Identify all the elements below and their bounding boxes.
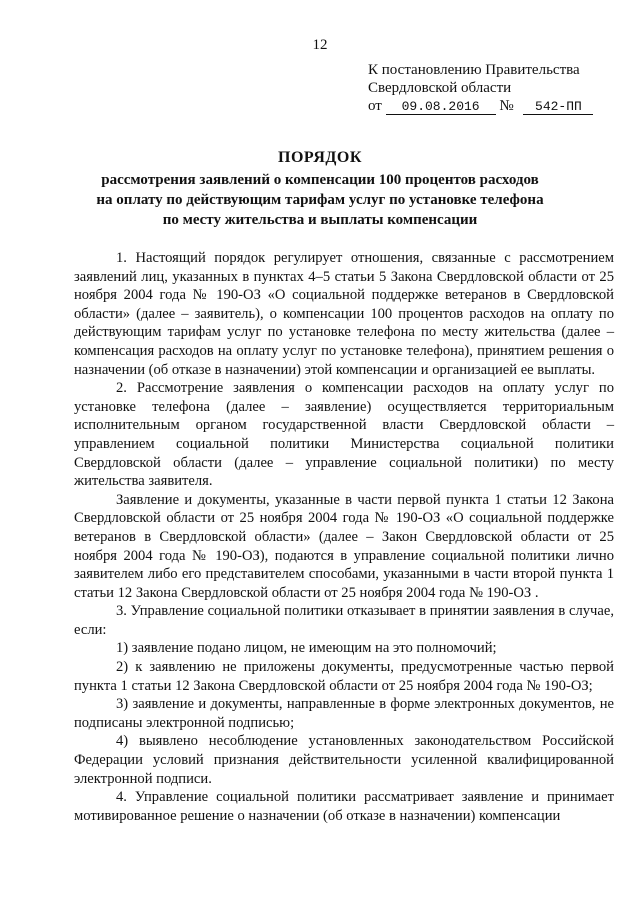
paragraph-3: Заявление и документы, указанные в части первой пункта 1 статьи 12 Закона Свердловской области от 25 ноября 2004 года № 190-ОЗ «О социальной поддержке ветеранов в Свердловской области» (далее – Закон Свердловской области от 25 ноября 2004 года № 190-ОЗ), подаются в управление социальной политики лично заявителем либо его представителем способами, указанными в части второй пункта 1 статьи 12 Закона Свердловской области от 25 ноября 2004 года № 190-ОЗ .: [74, 491, 614, 601]
title-line-1: рассмотрения заявлений о компенсации 100 процентов расходов: [101, 172, 539, 188]
document-number: 542-ПП: [523, 99, 593, 115]
attachment-line-3: [368, 97, 618, 115]
list-item-2: 2) к заявлению не приложены документы, предусмотренные частью первой пункта 1 статьи 12 Закона Свердловской области от 25 ноября 2004 года № 190-ОЗ;: [74, 659, 614, 694]
title-heading: ПОРЯДОК: [278, 149, 362, 166]
number-label: №: [499, 98, 514, 114]
title-line-2: на оплату по действующим тарифам услуг по установке телефона: [96, 192, 544, 208]
paragraph-5: 4. Управление социальной политики рассматривает заявление и принимает мотивированное решение о назначении (об отказе в назначении) компенсации: [74, 789, 614, 824]
list-item-4: 4) выявлено несоблюдение установленных законодательством Российской Федерации условий признания действительности усиленной квалифицированной электронной подписи.: [74, 733, 614, 787]
paragraph-2: 2. Рассмотрение заявления о компенсации расходов на оплату услуг по установке телефона (далее – заявление) осуществляется территориальным исполнительным органом государственной власти Свердловской области – управлением социальной политики Министерства социальной политики Свердловской области (далее – управление социальной политики) по месту жительства заявителя.: [74, 380, 614, 490]
document-body: [74, 249, 614, 825]
document-date: 09.08.2016: [386, 99, 496, 115]
list-item-1: 1) заявление подано лицом, не имеющим на это полномочий;: [116, 640, 497, 657]
title-line-3: по месту жительства и выплаты компенсации: [162, 212, 478, 228]
attachment-line-2: Свердловской области: [368, 80, 512, 96]
paragraph-4: 3. Управление социальной политики отказывает в принятии заявления в случае, если:: [74, 603, 614, 638]
attachment-block: [368, 61, 618, 115]
page-number: 12: [312, 37, 328, 53]
document-title: [60, 148, 580, 230]
attachment-line-1: К постановлению Правительства: [368, 62, 580, 78]
list-item-3: 3) заявление и документы, направленные в форме электронных документов, не подписаны электронной подписью;: [74, 696, 614, 731]
paragraph-1: 1. Настоящий порядок регулирует отношения, связанные с рассмотрением заявлений лиц, указанных в пунктах 4–5 статьи 5 Закона Свердловской области от 25 ноября 2004 года № 190-ОЗ «О социальной поддержке ветеранов в Свердловской области» (далее – заявитель), о компенсации 100 процентов расходов на оплату по действующим тарифам услуг по установке телефона по месту жительства (далее – компенсация расходов на оплату услуг по установке телефона), принятием решения о назначении (об отказе в назначении) этой компенсации и организацией ее выплаты.: [74, 250, 614, 378]
from-label: от: [368, 98, 382, 114]
